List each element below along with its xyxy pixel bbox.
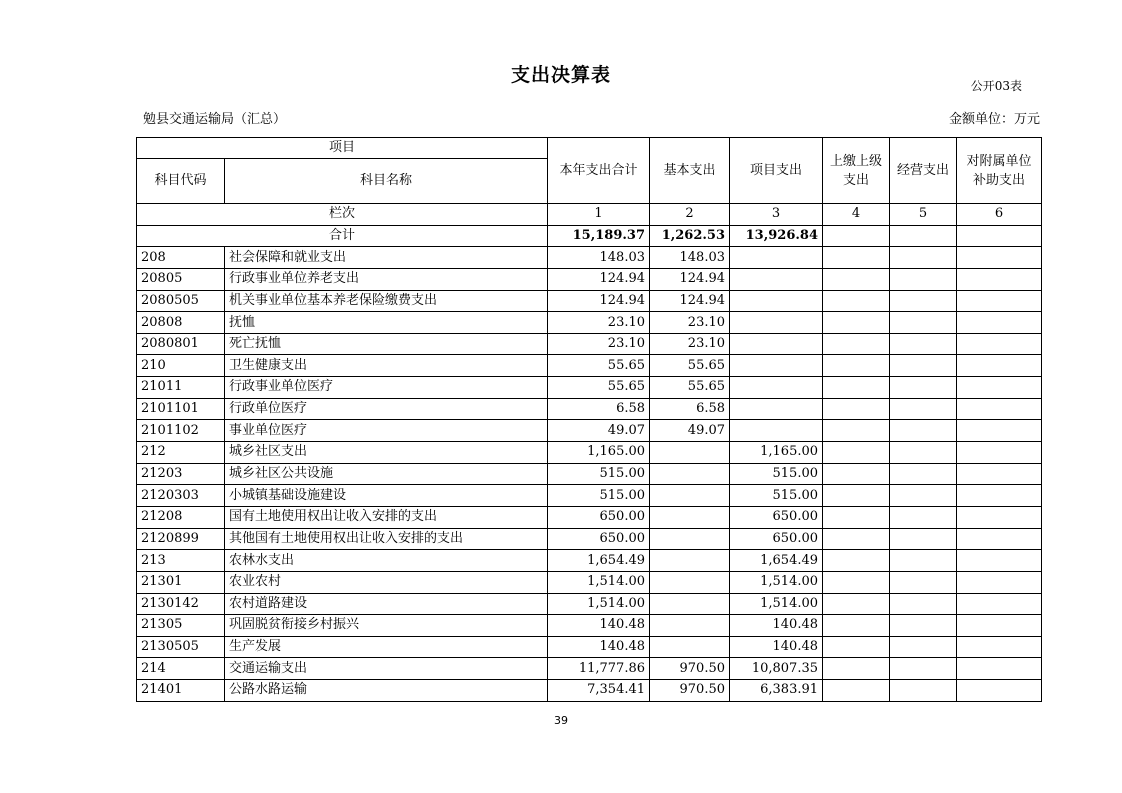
- row-subsidy: [957, 398, 1042, 420]
- row-business: [890, 312, 957, 334]
- row-total: 23.10: [548, 333, 650, 355]
- table-row: [137, 442, 1042, 464]
- table-row: [137, 290, 1042, 312]
- row-total: 6.58: [548, 398, 650, 420]
- table-row: [137, 247, 1042, 269]
- row-code: 20808: [137, 312, 225, 334]
- row-subsidy: [957, 420, 1042, 442]
- row-upper: [823, 268, 890, 290]
- table-row: [137, 355, 1042, 377]
- row-project: 650.00: [730, 528, 823, 550]
- row-project: [730, 290, 823, 312]
- row-basic: [650, 463, 730, 485]
- row-basic: 148.03: [650, 247, 730, 269]
- row-name: 农业农村: [225, 571, 548, 593]
- row-business: [890, 680, 957, 702]
- column-number: 4: [823, 204, 890, 226]
- row-total: 650.00: [548, 506, 650, 528]
- row-business: [890, 442, 957, 464]
- row-subsidy: [957, 506, 1042, 528]
- row-total: 23.10: [548, 312, 650, 334]
- row-project: 1,165.00: [730, 442, 823, 464]
- row-upper: [823, 333, 890, 355]
- row-upper: [823, 593, 890, 615]
- header-name: 科目名称: [225, 159, 548, 204]
- table-row: [137, 377, 1042, 399]
- row-project: 140.48: [730, 615, 823, 637]
- row-name: 行政事业单位养老支出: [225, 268, 548, 290]
- row-upper: [823, 485, 890, 507]
- row-project: [730, 312, 823, 334]
- sum-project: 13,926.84: [730, 225, 823, 247]
- sum-upper: [823, 225, 890, 247]
- row-code: 213: [137, 550, 225, 572]
- amount-unit: 金额单位：万元: [948, 112, 1040, 127]
- table-row: [137, 658, 1042, 680]
- row-project: [730, 377, 823, 399]
- header-subsidy: 对附属单位补助支出: [957, 138, 1042, 204]
- row-upper: [823, 442, 890, 464]
- table-row: [137, 636, 1042, 658]
- row-total: 1,654.49: [548, 550, 650, 572]
- row-total: 650.00: [548, 528, 650, 550]
- header-total: 本年支出合计: [548, 138, 650, 204]
- row-basic: 124.94: [650, 290, 730, 312]
- row-business: [890, 571, 957, 593]
- row-basic: [650, 593, 730, 615]
- row-project: 515.00: [730, 485, 823, 507]
- table-row: [137, 333, 1042, 355]
- row-total: 1,514.00: [548, 593, 650, 615]
- row-code: 2101102: [137, 420, 225, 442]
- row-basic: [650, 506, 730, 528]
- row-upper: [823, 636, 890, 658]
- row-code: 2120303: [137, 485, 225, 507]
- row-business: [890, 355, 957, 377]
- row-name: 事业单位医疗: [225, 420, 548, 442]
- row-name: 城乡社区公共设施: [225, 463, 548, 485]
- row-total: 55.65: [548, 377, 650, 399]
- row-code: 212: [137, 442, 225, 464]
- column-number: 2: [650, 204, 730, 226]
- row-total: 7,354.41: [548, 680, 650, 702]
- table-row: [137, 420, 1042, 442]
- row-total: 124.94: [548, 290, 650, 312]
- sum-basic: 1,262.53: [650, 225, 730, 247]
- row-name: 其他国有土地使用权出让收入安排的支出: [225, 528, 548, 550]
- row-subsidy: [957, 636, 1042, 658]
- row-name: 国有土地使用权出让收入安排的支出: [225, 506, 548, 528]
- row-upper: [823, 615, 890, 637]
- row-basic: [650, 550, 730, 572]
- row-subsidy: [957, 333, 1042, 355]
- row-subsidy: [957, 571, 1042, 593]
- expenditure-table: [136, 137, 1042, 702]
- row-upper: [823, 312, 890, 334]
- row-subsidy: [957, 658, 1042, 680]
- table-row: [137, 506, 1042, 528]
- row-business: [890, 593, 957, 615]
- row-name: 农林水支出: [225, 550, 548, 572]
- row-code: 208: [137, 247, 225, 269]
- form-number: 公开03表: [970, 79, 1022, 93]
- row-upper: [823, 247, 890, 269]
- row-upper: [823, 463, 890, 485]
- column-number: 5: [890, 204, 957, 226]
- row-basic: [650, 636, 730, 658]
- row-basic: 124.94: [650, 268, 730, 290]
- row-business: [890, 247, 957, 269]
- row-name: 城乡社区支出: [225, 442, 548, 464]
- column-number-label: 栏次: [137, 204, 548, 226]
- table-row: [137, 571, 1042, 593]
- row-project: 1,654.49: [730, 550, 823, 572]
- row-code: 21305: [137, 615, 225, 637]
- row-subsidy: [957, 247, 1042, 269]
- row-code: 2120899: [137, 528, 225, 550]
- row-business: [890, 463, 957, 485]
- sum-business: [890, 225, 957, 247]
- row-project: [730, 398, 823, 420]
- row-code: 21203: [137, 463, 225, 485]
- header-row-1: [137, 138, 1042, 159]
- row-upper: [823, 377, 890, 399]
- row-upper: [823, 528, 890, 550]
- row-total: 1,514.00: [548, 571, 650, 593]
- row-business: [890, 377, 957, 399]
- row-upper: [823, 680, 890, 702]
- row-project: 1,514.00: [730, 593, 823, 615]
- row-business: [890, 268, 957, 290]
- row-upper: [823, 506, 890, 528]
- row-project: 10,807.35: [730, 658, 823, 680]
- row-name: 小城镇基础设施建设: [225, 485, 548, 507]
- row-total: 148.03: [548, 247, 650, 269]
- sum-total: 15,189.37: [548, 225, 650, 247]
- row-name: 生产发展: [225, 636, 548, 658]
- row-total: 1,165.00: [548, 442, 650, 464]
- row-name: 机关事业单位基本养老保险缴费支出: [225, 290, 548, 312]
- sum-row: [137, 225, 1042, 247]
- row-total: 124.94: [548, 268, 650, 290]
- row-code: 21208: [137, 506, 225, 528]
- row-name: 社会保障和就业支出: [225, 247, 548, 269]
- table-row: [137, 268, 1042, 290]
- sum-label: 合计: [137, 225, 548, 247]
- row-name: 抚恤: [225, 312, 548, 334]
- row-business: [890, 658, 957, 680]
- row-project: [730, 247, 823, 269]
- row-code: 20805: [137, 268, 225, 290]
- row-basic: 970.50: [650, 680, 730, 702]
- row-basic: [650, 442, 730, 464]
- row-upper: [823, 571, 890, 593]
- row-project: 1,514.00: [730, 571, 823, 593]
- row-basic: 6.58: [650, 398, 730, 420]
- row-business: [890, 290, 957, 312]
- row-project: 650.00: [730, 506, 823, 528]
- column-number: 6: [957, 204, 1042, 226]
- row-basic: 23.10: [650, 312, 730, 334]
- row-subsidy: [957, 268, 1042, 290]
- row-name: 巩固脱贫衔接乡村振兴: [225, 615, 548, 637]
- header-business: 经营支出: [890, 138, 957, 204]
- row-code: 21301: [137, 571, 225, 593]
- row-basic: [650, 571, 730, 593]
- row-business: [890, 506, 957, 528]
- sum-subsidy: [957, 225, 1042, 247]
- row-project: [730, 333, 823, 355]
- table-row: [137, 550, 1042, 572]
- row-code: 214: [137, 658, 225, 680]
- header-basic: 基本支出: [650, 138, 730, 204]
- page-title: 支出决算表: [510, 64, 611, 86]
- row-code: 21401: [137, 680, 225, 702]
- row-upper: [823, 550, 890, 572]
- row-business: [890, 615, 957, 637]
- row-upper: [823, 355, 890, 377]
- row-name: 行政单位医疗: [225, 398, 548, 420]
- row-name: 公路水路运输: [225, 680, 548, 702]
- row-upper: [823, 658, 890, 680]
- row-total: 515.00: [548, 485, 650, 507]
- row-upper: [823, 398, 890, 420]
- table-row: [137, 593, 1042, 615]
- row-subsidy: [957, 485, 1042, 507]
- column-number: 1: [548, 204, 650, 226]
- header-upper: 上缴上级支出: [823, 138, 890, 204]
- row-subsidy: [957, 377, 1042, 399]
- header-code: 科目代码: [137, 159, 225, 204]
- row-project: [730, 420, 823, 442]
- table-row: [137, 398, 1042, 420]
- row-code: 2130142: [137, 593, 225, 615]
- row-total: 140.48: [548, 636, 650, 658]
- row-business: [890, 636, 957, 658]
- column-number-row: [137, 204, 1042, 226]
- row-basic: [650, 485, 730, 507]
- row-subsidy: [957, 528, 1042, 550]
- row-project: 140.48: [730, 636, 823, 658]
- row-code: 2080801: [137, 333, 225, 355]
- row-name: 卫生健康支出: [225, 355, 548, 377]
- table-row: [137, 615, 1042, 637]
- row-total: 49.07: [548, 420, 650, 442]
- row-project: 515.00: [730, 463, 823, 485]
- row-subsidy: [957, 680, 1042, 702]
- row-name: 行政事业单位医疗: [225, 377, 548, 399]
- row-subsidy: [957, 312, 1042, 334]
- row-subsidy: [957, 355, 1042, 377]
- row-subsidy: [957, 593, 1042, 615]
- row-subsidy: [957, 442, 1042, 464]
- row-code: 21011: [137, 377, 225, 399]
- row-project: [730, 355, 823, 377]
- row-business: [890, 550, 957, 572]
- row-upper: [823, 290, 890, 312]
- row-business: [890, 420, 957, 442]
- row-subsidy: [957, 615, 1042, 637]
- table-row: [137, 312, 1042, 334]
- row-business: [890, 485, 957, 507]
- table-row: [137, 485, 1042, 507]
- header-item: 项目: [137, 138, 548, 159]
- row-basic: 55.65: [650, 355, 730, 377]
- table-row: [137, 680, 1042, 702]
- row-total: 515.00: [548, 463, 650, 485]
- row-basic: 970.50: [650, 658, 730, 680]
- row-basic: 23.10: [650, 333, 730, 355]
- table-row: [137, 528, 1042, 550]
- row-upper: [823, 420, 890, 442]
- row-total: 140.48: [548, 615, 650, 637]
- row-name: 交通运输支出: [225, 658, 548, 680]
- header-project: 项目支出: [730, 138, 823, 204]
- row-code: 2130505: [137, 636, 225, 658]
- unit-name: 勉县交通运输局（汇总）: [143, 112, 287, 127]
- row-total: 55.65: [548, 355, 650, 377]
- row-project: 6,383.91: [730, 680, 823, 702]
- column-number: 3: [730, 204, 823, 226]
- row-basic: 55.65: [650, 377, 730, 399]
- row-basic: [650, 528, 730, 550]
- page-number: 39: [554, 714, 568, 727]
- row-subsidy: [957, 463, 1042, 485]
- row-subsidy: [957, 550, 1042, 572]
- row-name: 农村道路建设: [225, 593, 548, 615]
- row-code: 2080505: [137, 290, 225, 312]
- row-name: 死亡抚恤: [225, 333, 548, 355]
- row-project: [730, 268, 823, 290]
- row-subsidy: [957, 290, 1042, 312]
- row-basic: 49.07: [650, 420, 730, 442]
- row-basic: [650, 615, 730, 637]
- row-code: 210: [137, 355, 225, 377]
- table-row: [137, 463, 1042, 485]
- row-business: [890, 528, 957, 550]
- row-business: [890, 398, 957, 420]
- row-total: 11,777.86: [548, 658, 650, 680]
- row-business: [890, 333, 957, 355]
- row-code: 2101101: [137, 398, 225, 420]
